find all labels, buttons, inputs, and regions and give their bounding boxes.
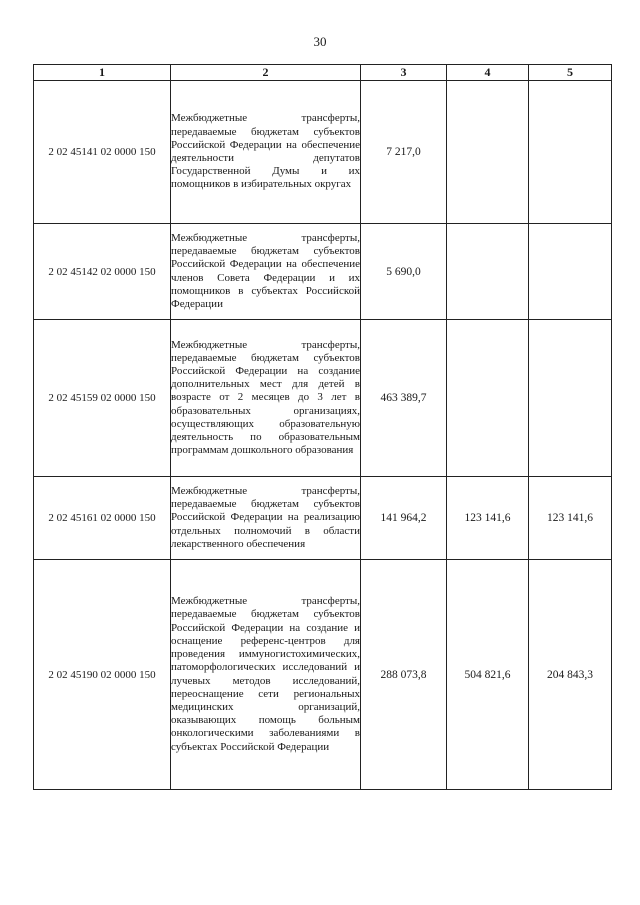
amount-col5-cell: 204 843,3 bbox=[529, 560, 612, 790]
amount-col5-cell: 123 141,6 bbox=[529, 477, 612, 560]
description-cell: Межбюджетные трансферты, передаваемые бюджетам субъектов Российской Федерации на создание и оснащение референс-центров для проведения иммуногистохимических, патоморфологических исследований и лучевых методов исследований, переоснащение сети региональных медицинских организаций, оказывающих помощь больным онкологическими заболеваниями в субъектах Российской Федерации bbox=[171, 560, 361, 790]
column-header-3: 3 bbox=[361, 65, 447, 81]
amount-col3-cell: 141 964,2 bbox=[361, 477, 447, 560]
amount-col4-cell bbox=[447, 320, 529, 477]
budget-code-cell: 2 02 45159 02 0000 150 bbox=[34, 320, 171, 477]
budget-code-cell: 2 02 45190 02 0000 150 bbox=[34, 560, 171, 790]
column-header-4: 4 bbox=[447, 65, 529, 81]
table-row bbox=[34, 224, 612, 320]
budget-code-cell: 2 02 45161 02 0000 150 bbox=[34, 477, 171, 560]
amount-col5-cell bbox=[529, 320, 612, 477]
budget-code-cell: 2 02 45141 02 0000 150 bbox=[34, 81, 171, 224]
table-header-row bbox=[34, 65, 612, 81]
amount-col5-cell bbox=[529, 224, 612, 320]
column-header-1: 1 bbox=[34, 65, 171, 81]
description-cell: Межбюджетные трансферты, передаваемые бюджетам субъектов Российской Федерации на обеспечение деятельности депутатов Государственной Думы и их помощников в избирательных округах bbox=[171, 81, 361, 224]
description-cell: Межбюджетные трансферты, передаваемые бюджетам субъектов Российской Федерации на создание дополнительных мест для детей в возрасте от 2 месяцев до 3 лет в образовательных организациях, осуществляющих образовательную деятельность по образовательным программам дошкольного образования bbox=[171, 320, 361, 477]
amount-col4-cell: 123 141,6 bbox=[447, 477, 529, 560]
amount-col3-cell: 463 389,7 bbox=[361, 320, 447, 477]
amount-col4-cell bbox=[447, 81, 529, 224]
page-number: 30 bbox=[313, 34, 327, 49]
table-row bbox=[34, 81, 612, 224]
amount-col3-cell: 288 073,8 bbox=[361, 560, 447, 790]
amount-col3-cell: 5 690,0 bbox=[361, 224, 447, 320]
amount-col4-cell bbox=[447, 224, 529, 320]
description-cell: Межбюджетные трансферты, передаваемые бюджетам субъектов Российской Федерации на обеспечение членов Совета Федерации и их помощников в субъектах Российской Федерации bbox=[171, 224, 361, 320]
table-row bbox=[34, 560, 612, 790]
description-cell: Межбюджетные трансферты, передаваемые бюджетам субъектов Российской Федерации на реализацию отдельных полномочий в области лекарственного обеспечения bbox=[171, 477, 361, 560]
budget-code-cell: 2 02 45142 02 0000 150 bbox=[34, 224, 171, 320]
amount-col5-cell bbox=[529, 81, 612, 224]
table-row bbox=[34, 320, 612, 477]
column-header-5: 5 bbox=[529, 65, 612, 81]
amount-col4-cell: 504 821,6 bbox=[447, 560, 529, 790]
table-row bbox=[34, 477, 612, 560]
budget-table bbox=[33, 64, 612, 790]
amount-col3-cell: 7 217,0 bbox=[361, 81, 447, 224]
column-header-2: 2 bbox=[171, 65, 361, 81]
